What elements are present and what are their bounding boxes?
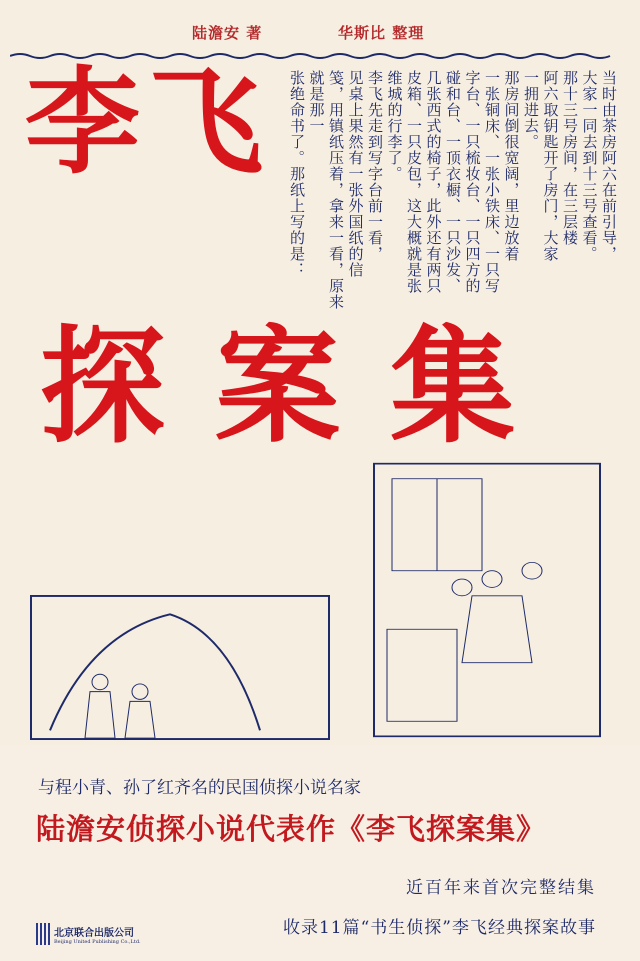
text-column: 字台、一只梳妆台、一只四方的 bbox=[463, 70, 482, 294]
text-column: 那房间倒很宽阔，里边放着 bbox=[502, 70, 521, 262]
bottom-panel bbox=[0, 745, 640, 961]
illustration-room bbox=[372, 462, 602, 738]
author-credit: 陆澹安 著 bbox=[192, 24, 263, 42]
text-column: 一拥进去。 bbox=[522, 70, 540, 150]
text-column: 张绝命书了。那纸上写的是： bbox=[288, 70, 306, 278]
publisher-name-en: Beijing United Publishing Co.,Ltd. bbox=[54, 938, 141, 945]
publisher-name: 北京联合出版公司 bbox=[54, 927, 134, 939]
title-char: 李 bbox=[25, 56, 141, 190]
publisher-mark-icon bbox=[36, 923, 50, 945]
tagline: 与程小青、孙了红齐名的民国侦探小说名家 bbox=[38, 778, 361, 798]
text-column: 维城的行李了。 bbox=[385, 70, 404, 182]
text-column: 阿六取钥匙开了房门，大家 bbox=[541, 70, 560, 262]
text-column: 一张铜床、一张小铁床、一只写 bbox=[483, 70, 501, 294]
headline: 陆澹安侦探小说代表作《李飞探案集》 bbox=[36, 812, 547, 846]
text-column: 大家一同去到十三号查看。 bbox=[580, 70, 599, 262]
editor-credit: 华斯比 整理 bbox=[338, 24, 425, 42]
title-char: 集 bbox=[390, 315, 515, 460]
text-column: 几张西式的椅子，此外还有两只 bbox=[424, 70, 443, 294]
title-char: 探 bbox=[40, 315, 165, 460]
text-column: 皮箱、一只皮包，这大概就是张 bbox=[405, 70, 423, 294]
feature-line-1: 近百年来首次完整结集 bbox=[406, 878, 596, 898]
text-column: 当时由茶房阿六在前引导， bbox=[600, 70, 618, 262]
text-column: 见桌上果然有一张外国纸的信 bbox=[346, 70, 365, 278]
text-column: 碰和台、一顶衣橱、一只沙发、 bbox=[444, 70, 462, 294]
title-char: 飞 bbox=[148, 56, 264, 190]
text-column: 那十三号房间，在三层楼 bbox=[561, 70, 579, 246]
body-text-block bbox=[278, 70, 618, 310]
publisher-logo bbox=[36, 923, 141, 945]
text-column: 李飞先走到写字台前一看， bbox=[366, 70, 384, 262]
feature-line-2: 收录11篇“书生侦探”李飞经典探案故事 bbox=[282, 918, 596, 938]
title-char: 案 bbox=[215, 315, 340, 460]
illustration-cave bbox=[30, 595, 330, 740]
text-column: 笺，用镇纸压着，拿来一看，原来就是那一 bbox=[307, 70, 345, 310]
